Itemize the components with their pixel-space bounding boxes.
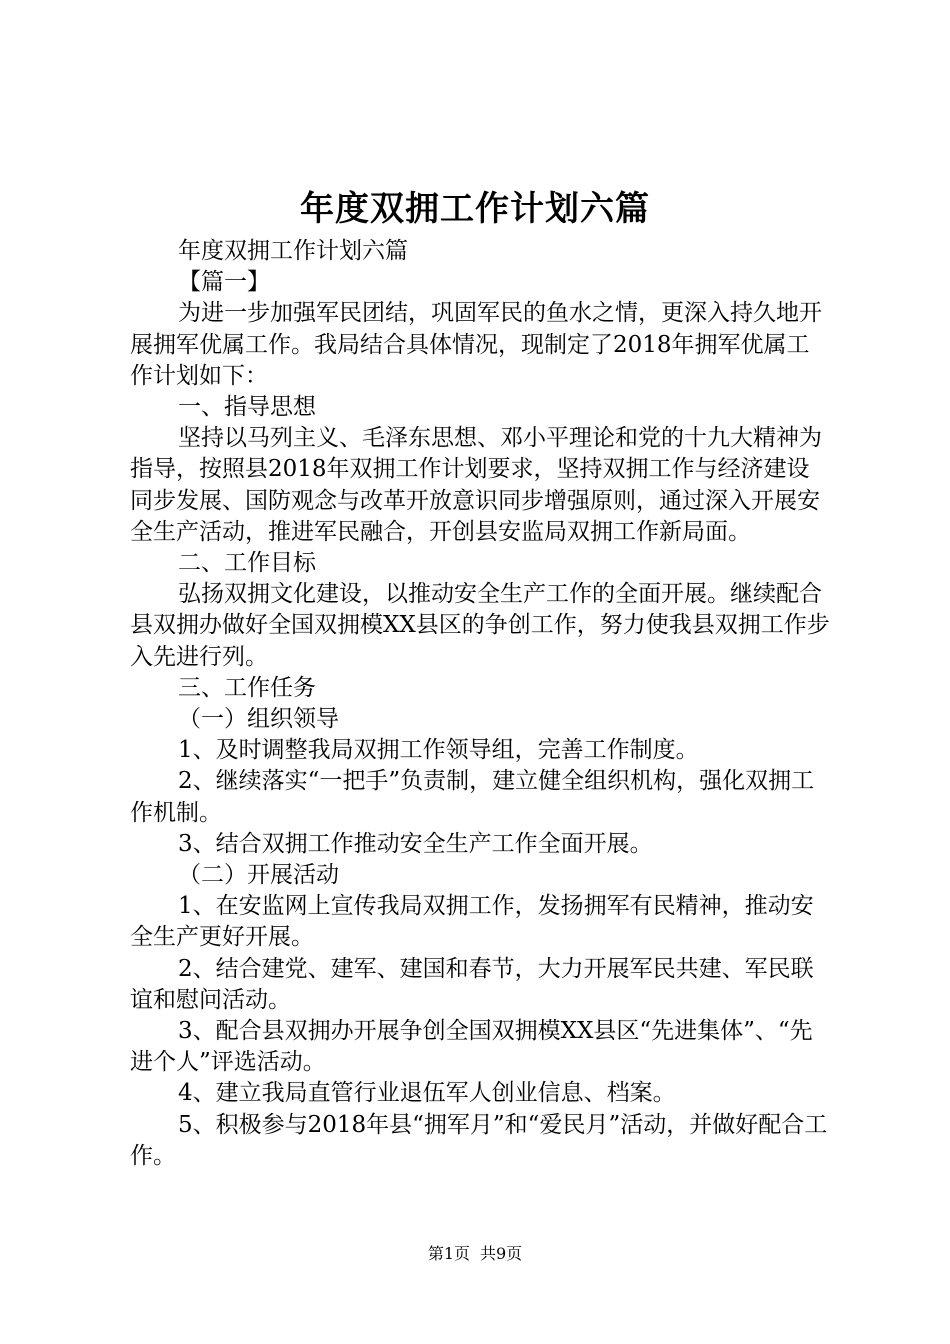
list-item: 2、继续落实“一把手”负责制，建立健全组织机构，强化双拥工作机制。 bbox=[130, 768, 815, 826]
subheading-organization: （一）组织领导 bbox=[178, 706, 339, 733]
list-item: 1、在安监网上宣传我局双拥工作，发扬拥军有民精神，推动安全生产更好开展。 bbox=[130, 893, 814, 951]
document-body bbox=[130, 236, 830, 1172]
work-goals-paragraph: 弘扬双拥文化建设，以推动安全生产工作的全面开展。继续配合县双拥办做好全国双拥模XX县区的争创工作，努力使我县双拥工作步入先进行列。 bbox=[130, 581, 830, 670]
page-number: 第1页 bbox=[427, 1244, 470, 1263]
subtitle-paragraph: 年度双拥工作计划六篇 bbox=[178, 238, 408, 264]
heading-work-tasks: 三、工作任务 bbox=[178, 674, 316, 701]
list-item: 4、建立我局直管行业退伍军人创业信息、档案。 bbox=[178, 1080, 676, 1107]
list-item: 3、配合县双拥办开展争创全国双拥模XX县区“先进集体”、“先进个人”评选活动。 bbox=[130, 1018, 813, 1076]
intro-paragraph: 为进一步加强军民团结，巩固军民的鱼水之情，更深入持久地开展拥军优属工作。我局结合具体情况，现制定了2018年拥军优属工作计划如下： bbox=[130, 300, 822, 389]
list-item: 2、结合建党、建军、建国和春节，大力开展军民共建、军民联谊和慰问活动。 bbox=[130, 955, 814, 1013]
heading-guiding-thought: 一、指导思想 bbox=[178, 394, 316, 421]
page-footer bbox=[0, 1242, 950, 1266]
section-heading-part-one: 【篇一】 bbox=[178, 269, 270, 296]
guiding-thought-paragraph: 坚持以马列主义、毛泽东思想、邓小平理论和党的十九大精神为指导，按照县2018年双拥工作计划要求，坚持双拥工作与经济建设同步发展、国防观念与改革开放意识同步增强原则，通过深入开展安全生产活动，推进军民融合，开创县安监局双拥工作新局面。 bbox=[130, 425, 822, 545]
list-item: 3、结合双拥工作推动安全生产工作全面开展。 bbox=[178, 830, 653, 857]
subheading-activities: （二）开展活动 bbox=[178, 862, 339, 889]
list-item: 1、及时调整我局双拥工作领导组，完善工作制度。 bbox=[178, 737, 699, 764]
page-total: 共9页 bbox=[480, 1244, 523, 1263]
document-title: 年度双拥工作计划六篇 bbox=[300, 189, 650, 229]
list-item: 5、积极参与2018年县“拥军月”和“爱民月”活动，并做好配合工作。 bbox=[130, 1111, 828, 1169]
heading-work-goals: 二、工作目标 bbox=[178, 550, 316, 577]
